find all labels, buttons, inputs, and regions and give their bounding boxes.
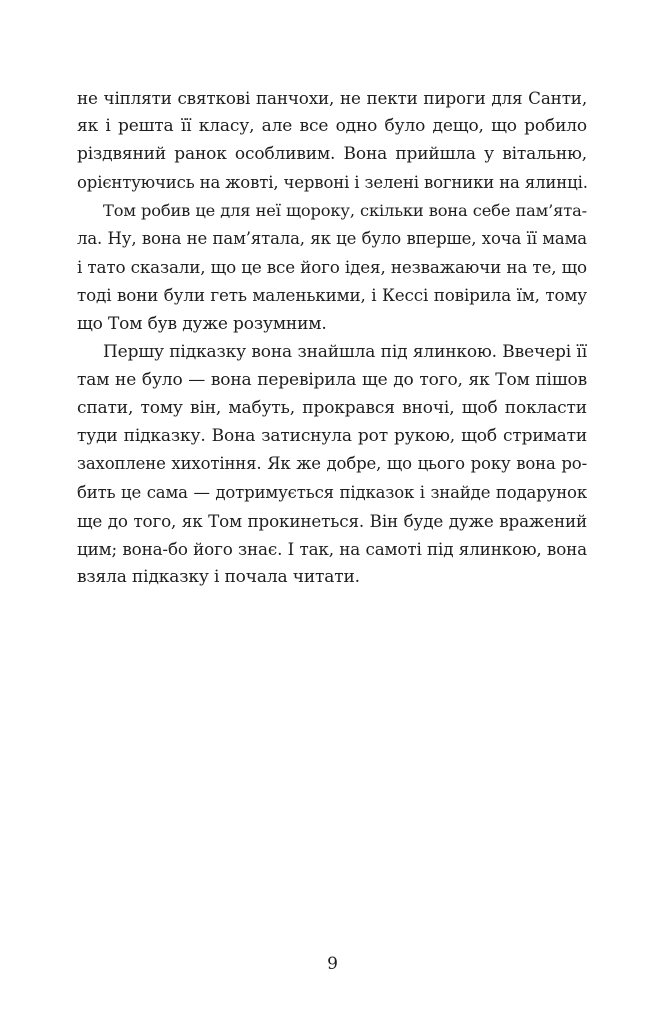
text-line: туди підказку. Вона затиснула рот рукою, щоб стримати	[77, 426, 587, 447]
text-line: ще до того, як Том прокинеться. Він буде дуже вражений	[77, 510, 587, 531]
text-line: Том робив це для неї щороку, скільки вона себе пам’ята-	[103, 200, 587, 220]
text-line: що Том був дуже розумним.	[77, 313, 327, 334]
text-line: як і решта її класу, але все одно було дещо, що робило	[77, 116, 587, 137]
text-line: тоді вони були геть маленькими, і Кессі повірила їм, тому	[77, 285, 587, 306]
text-line: там не було — вона перевірила ще до того, як Том пішов	[77, 369, 587, 390]
text-line: взяла підказку і почала читати.	[77, 567, 360, 588]
text-line: різдвяний ранок особливим. Вона прийшла у вітальню,	[77, 144, 587, 165]
text-line: і тато сказали, що це все його ідея, незважаючи на те, що	[77, 257, 587, 278]
text-line: спати, тому він, мабуть, прокрався вночі, щоб покласти	[77, 398, 587, 419]
text-line: не чіпляти святкові панчохи, не пекти пироги для Санти,	[77, 88, 587, 108]
text-line: ла. Ну, вона не пам’ятала, як це було вперше, хоча її мама	[77, 228, 587, 248]
text-line: захоплене хихотіння. Як же добре, що цього року вона ро-	[77, 454, 587, 474]
text-line: бить це сама — дотримується підказок і знайде подарунок	[77, 482, 587, 502]
page-number: 9	[327, 954, 338, 974]
text-line: орієнтуючись на жовті, червоні і зелені вогники на ялинці.	[77, 172, 588, 192]
text-line: Першу підказку вона знайшла під ялинкою. Ввечері її	[103, 341, 587, 362]
text-line: цим; вона-бо його знає. І так, на самоті під ялинкою, вона	[77, 539, 587, 559]
body-text	[77, 84, 587, 591]
